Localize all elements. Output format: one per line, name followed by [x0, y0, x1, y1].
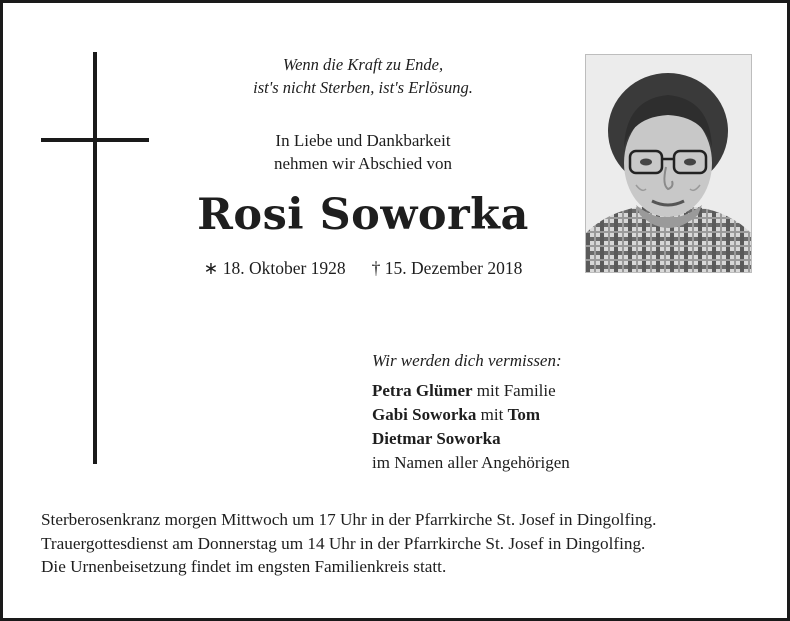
deceased-name: Rosi Soworka: [197, 190, 529, 240]
mourner-name: Dietmar Soworka: [372, 429, 501, 448]
mourners-closing: im Namen aller Angehörigen: [372, 453, 570, 472]
intro-text: [153, 129, 573, 175]
intro-line-1: In Liebe und Dankbarkeit: [275, 131, 451, 150]
birth-date: ∗ 18. Oktober 1928: [203, 258, 346, 278]
portrait-photo-icon: [586, 55, 751, 272]
mourner-row: [372, 427, 570, 451]
mourners-heading: Wir werden dich vermissen:: [372, 351, 562, 370]
mourner-partner: Tom: [507, 405, 541, 424]
mourner-suffix: mit: [476, 405, 508, 424]
notice-line-2: Trauergottesdienst am Donnerstag um 14 Uhr in der Pfarrkirche St. Josef in Dingolfing.: [41, 533, 646, 553]
motto-line-2: ist's nicht Sterben, ist's Erlösung.: [253, 78, 473, 97]
notice-line-3: Die Urnenbeisetzung findet im engsten Familienkreis statt.: [41, 557, 447, 576]
mourner-name: Gabi Soworka: [372, 405, 477, 424]
motto: [153, 53, 573, 99]
mourner-row: [372, 403, 570, 427]
mourner-suffix: mit Familie: [472, 381, 556, 400]
service-notice: [41, 508, 761, 579]
motto-line-1: Wenn die Kraft zu Ende,: [282, 55, 444, 74]
cross-icon: [93, 52, 97, 464]
cross-icon-bar: [41, 138, 149, 142]
mourner-name: Petra Glümer: [372, 381, 473, 400]
portrait-photo: [585, 54, 752, 273]
notice-line-1: Sterberosenkranz morgen Mittwoch um 17 Uhr in der Pfarrkirche St. Josef in Dingolfing.: [41, 510, 657, 529]
mourner-row: [372, 379, 570, 403]
intro-line-2: nehmen wir Abschied von: [274, 154, 452, 173]
mourners-block: [372, 349, 570, 475]
life-dates: [153, 257, 573, 279]
death-date: † 15. Dezember 2018: [371, 258, 523, 278]
